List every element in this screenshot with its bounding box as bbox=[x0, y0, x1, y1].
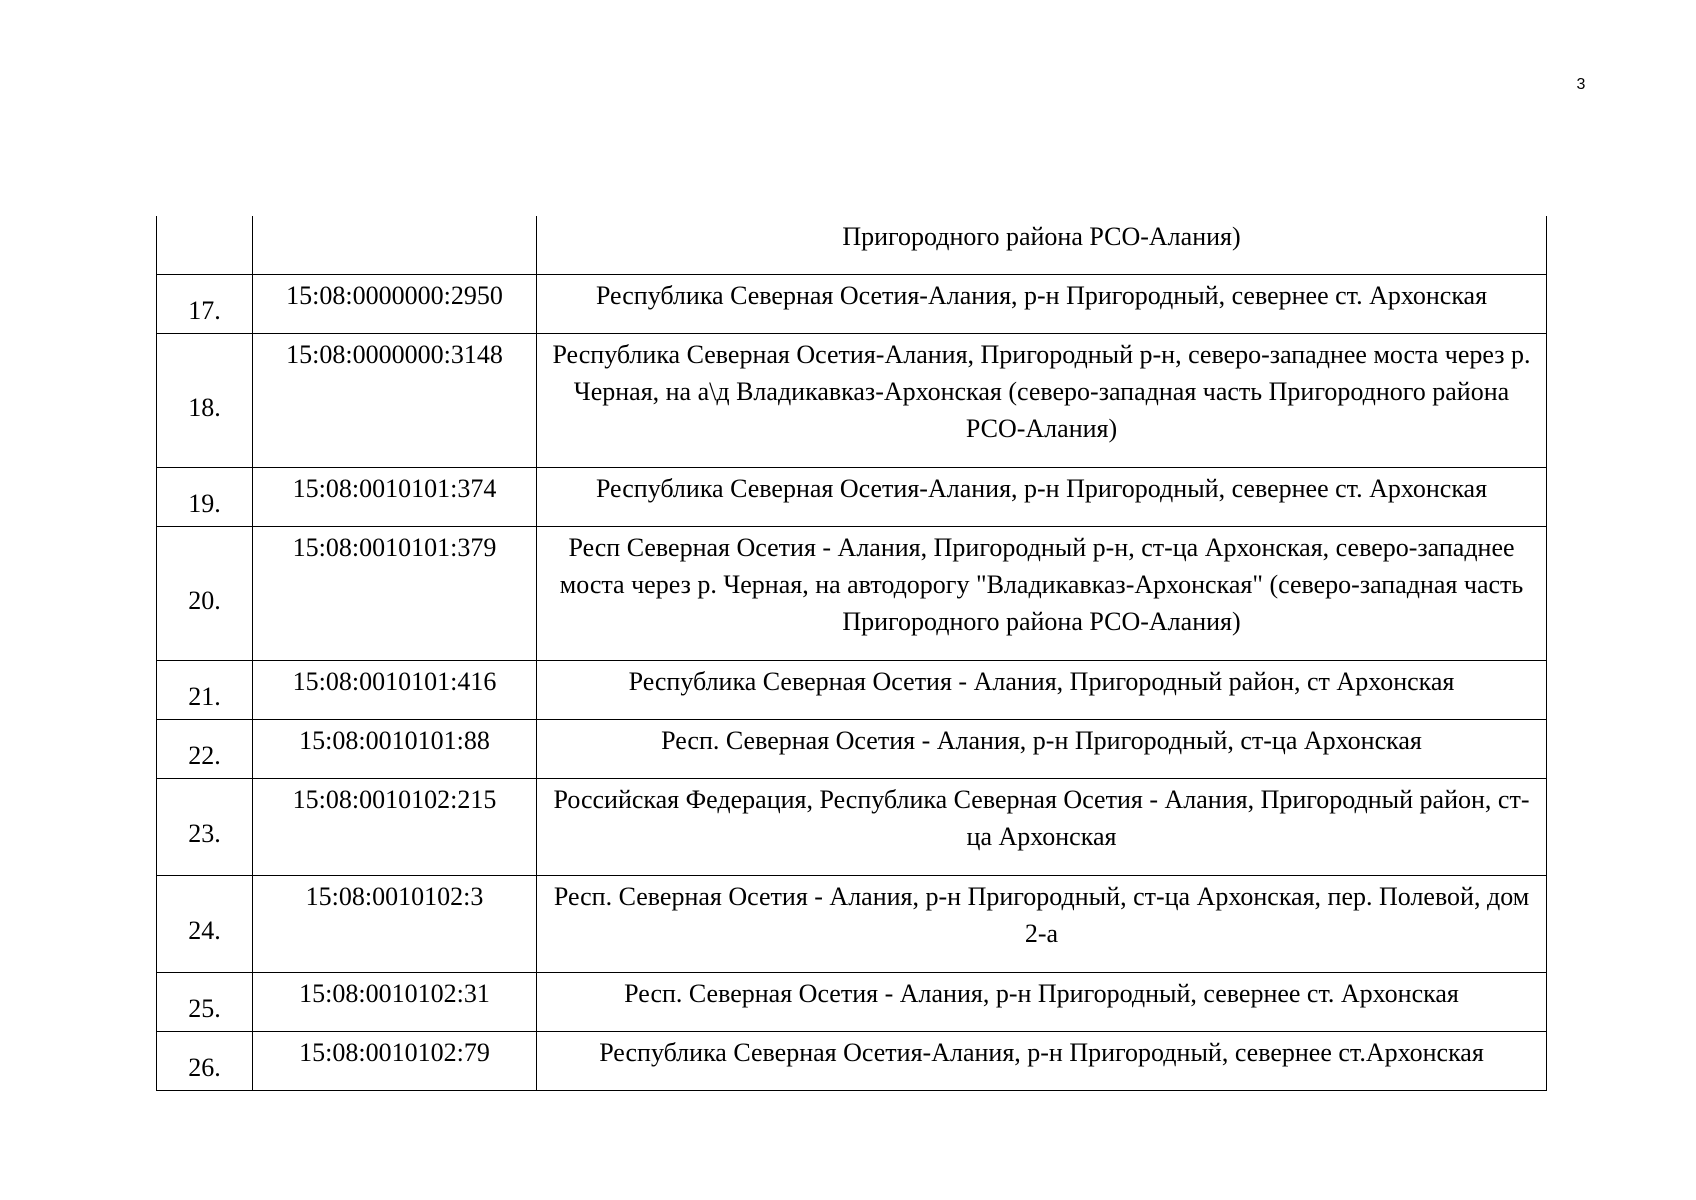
page-number: 3 bbox=[1576, 76, 1586, 93]
cadastral-number-cell: 15:08:0010102:3 bbox=[253, 875, 537, 972]
table-row-continuation bbox=[157, 216, 1547, 274]
address-cell: Респ. Северная Осетия - Алания, р-н Пригородный, ст-ца Архонская, пер. Полевой, дом 2-а bbox=[537, 875, 1547, 972]
address-cell: Республика Северная Осетия-Алания, Пригородный р-н, северо-западнее моста через р. Черная, на а\д Владикавказ-Архонская (северо-западная часть Пригородного района РСО-Алания) bbox=[537, 333, 1547, 467]
address-cell: Республика Северная Осетия-Алания, р-н Пригородный, севернее ст. Архонская bbox=[537, 467, 1547, 526]
cadastral-number-cell bbox=[253, 216, 537, 274]
cadastral-number-cell: 15:08:0010102:79 bbox=[253, 1031, 537, 1090]
table-row bbox=[157, 1031, 1547, 1090]
table-row bbox=[157, 274, 1547, 333]
address-cell: Республика Северная Осетия-Алания, р-н Пригородный, севернее ст.Архонская bbox=[537, 1031, 1547, 1090]
row-number-cell: 24. bbox=[157, 875, 253, 972]
table-row bbox=[157, 660, 1547, 719]
table-row bbox=[157, 778, 1547, 875]
cadastral-number-cell: 15:08:0000000:2950 bbox=[253, 274, 537, 333]
address-cell: Республика Северная Осетия - Алания, Пригородный район, ст Архонская bbox=[537, 660, 1547, 719]
cadastral-number-cell: 15:08:0010102:215 bbox=[253, 778, 537, 875]
cadastral-number-cell: 15:08:0010102:31 bbox=[253, 972, 537, 1031]
cadastral-number-cell: 15:08:0010101:374 bbox=[253, 467, 537, 526]
address-cell: Респ. Северная Осетия - Алания, р-н Пригородный, ст-ца Архонская bbox=[537, 719, 1547, 778]
row-number-cell: 23. bbox=[157, 778, 253, 875]
address-cell: Российская Федерация, Республика Северная Осетия - Алания, Пригородный район, ст-ца Архонская bbox=[537, 778, 1547, 875]
row-number-cell: 19. bbox=[157, 467, 253, 526]
cadastral-number-cell: 15:08:0010101:416 bbox=[253, 660, 537, 719]
address-cell: Пригородного района РСО-Алания) bbox=[537, 216, 1547, 274]
row-number-cell: 18. bbox=[157, 333, 253, 467]
row-number-cell bbox=[157, 216, 253, 274]
table-row bbox=[157, 526, 1547, 660]
address-cell: Респ. Северная Осетия - Алания, р-н Пригородный, севернее ст. Архонская bbox=[537, 972, 1547, 1031]
land-plots-table bbox=[156, 216, 1547, 1091]
cadastral-number-cell: 15:08:0000000:3148 bbox=[253, 333, 537, 467]
table-row bbox=[157, 333, 1547, 467]
table-row bbox=[157, 875, 1547, 972]
table-row bbox=[157, 467, 1547, 526]
row-number-cell: 25. bbox=[157, 972, 253, 1031]
table-row bbox=[157, 972, 1547, 1031]
cadastral-number-cell: 15:08:0010101:379 bbox=[253, 526, 537, 660]
table-row bbox=[157, 719, 1547, 778]
row-number-cell: 20. bbox=[157, 526, 253, 660]
cadastral-number-cell: 15:08:0010101:88 bbox=[253, 719, 537, 778]
address-cell: Республика Северная Осетия-Алания, р-н Пригородный, севернее ст. Архонская bbox=[537, 274, 1547, 333]
row-number-cell: 17. bbox=[157, 274, 253, 333]
row-number-cell: 22. bbox=[157, 719, 253, 778]
row-number-cell: 21. bbox=[157, 660, 253, 719]
address-cell: Респ Северная Осетия - Алания, Пригородный р-н, ст-ца Архонская, северо-западнее моста через р. Черная, на автодорогу "Владикавказ-Архонская" (северо-западная часть Пригородного района РСО-Алания) bbox=[537, 526, 1547, 660]
row-number-cell: 26. bbox=[157, 1031, 253, 1090]
